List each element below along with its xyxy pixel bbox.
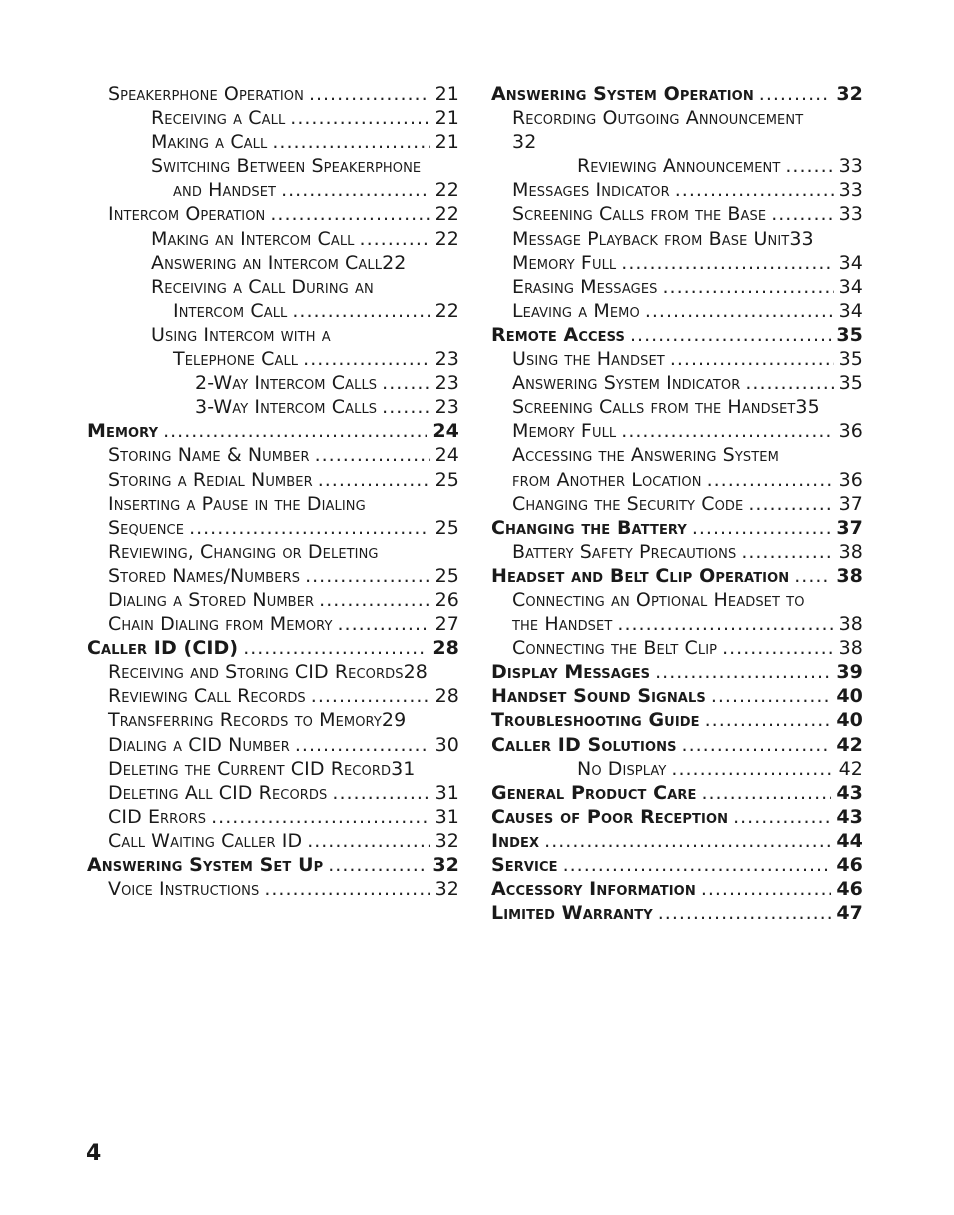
- dot-leader: [655, 660, 831, 684]
- toc-entry: [491, 612, 863, 636]
- toc-entry: [491, 853, 863, 877]
- toc-entry-title: Receiving a Call During an: [151, 275, 374, 298]
- toc-entry: [87, 636, 459, 660]
- toc-entry-page: 28: [432, 637, 459, 660]
- toc-entry-title: Messages Indicator: [512, 179, 670, 202]
- toc-entry: [87, 708, 459, 732]
- toc-entry: [87, 492, 459, 516]
- toc-entry-page: 25: [434, 516, 459, 539]
- toc-entry-title: Making an Intercom Call: [151, 227, 355, 250]
- dot-leader: [544, 829, 831, 853]
- dot-leader: [311, 684, 430, 708]
- toc-entry: [87, 733, 459, 757]
- dot-leader: [563, 853, 832, 877]
- dot-leader: [794, 564, 831, 588]
- toc-entry: [87, 516, 459, 540]
- toc-entry-title: Answering System Indicator: [512, 372, 741, 395]
- toc-entry-page: 33: [838, 203, 863, 226]
- toc-entry-page: 43: [836, 781, 863, 804]
- toc-entry-title: Storing a Redial Number: [108, 468, 313, 491]
- toc-entry-title: Erasing Messages: [512, 275, 658, 298]
- toc-entry-title: the Handset: [512, 613, 613, 636]
- dot-leader: [360, 227, 430, 251]
- dot-leader: [701, 877, 832, 901]
- dot-leader: [621, 419, 833, 443]
- toc-entry-page: 34: [838, 299, 863, 322]
- dot-leader: [382, 371, 429, 395]
- toc-entry-title: Making a Call: [151, 131, 268, 154]
- toc-entry: [87, 202, 459, 226]
- toc-entry-page: 34: [838, 251, 863, 274]
- toc-entry-title: Intercom Call: [173, 299, 288, 322]
- toc-entry: [491, 275, 863, 299]
- toc-entry: [87, 299, 459, 323]
- toc-entry-title: 3-Way Intercom Calls: [195, 396, 378, 419]
- toc-entry-title: Caller ID (CID): [87, 637, 239, 660]
- toc-entry: [87, 323, 459, 347]
- toc-entry: [491, 829, 863, 853]
- toc-entry-page: 31: [391, 757, 416, 780]
- toc-entry-title: Remote Access: [491, 323, 625, 346]
- toc-entry: [87, 178, 459, 202]
- toc-entry: [87, 805, 459, 829]
- toc-entry: [87, 251, 459, 275]
- toc-entry-title: Leaving a Memo: [512, 299, 640, 322]
- toc-entry-title: Screening Calls from the Base: [512, 203, 767, 226]
- dot-leader: [189, 516, 430, 540]
- toc-entry: [491, 395, 863, 419]
- toc-entry-page: 25: [434, 564, 459, 587]
- toc-entry-title: Voice Instructions: [108, 878, 260, 901]
- toc-entry-page: 38: [838, 540, 863, 563]
- toc-entry-title: Accessing the Answering System: [512, 444, 779, 467]
- dot-leader: [675, 178, 834, 202]
- toc-entry-page: 24: [432, 420, 459, 443]
- toc-entry: [87, 829, 459, 853]
- toc-entry: [87, 275, 459, 299]
- toc-entry-page: 23: [434, 372, 459, 395]
- toc-entry: [87, 684, 459, 708]
- dot-leader: [307, 829, 429, 853]
- toc-entry-title: CID Errors: [108, 805, 207, 828]
- toc-entry: [87, 347, 459, 371]
- toc-entry-title: Sequence: [108, 516, 185, 539]
- toc-entry-page: 25: [434, 468, 459, 491]
- dot-leader: [318, 468, 430, 492]
- toc-entry: [87, 468, 459, 492]
- dot-leader: [272, 130, 429, 154]
- toc-entry: [87, 564, 459, 588]
- toc-entry-page: 40: [836, 709, 863, 732]
- toc-entry-page: 34: [838, 275, 863, 298]
- toc-entry: [87, 877, 459, 901]
- toc-entry-title: Memory: [87, 420, 159, 443]
- toc-entry-title: Display Messages: [491, 661, 651, 684]
- toc-entry: [87, 419, 459, 443]
- dot-leader: [332, 781, 429, 805]
- toc-entry-page: 46: [836, 854, 863, 876]
- toc-entry-page: 43: [836, 805, 863, 828]
- toc-entry-page: 21: [434, 107, 459, 130]
- dot-leader: [711, 684, 832, 708]
- toc-entry-title: Inserting a Pause in the Dialing: [108, 492, 366, 515]
- toc-entry: [87, 757, 459, 781]
- toc-entry-page: 35: [795, 396, 820, 419]
- dot-leader: [243, 636, 427, 660]
- toc-entry: [491, 154, 863, 178]
- toc-entry-page: 21: [434, 131, 459, 154]
- toc-entry: [87, 130, 459, 154]
- toc-entry-title: Limited Warranty: [491, 902, 653, 925]
- toc-entry-page: 38: [836, 564, 863, 587]
- toc-entry: [87, 227, 459, 251]
- toc-entry-title: Answering System Set Up: [87, 854, 324, 876]
- toc-entry: [491, 588, 863, 612]
- dot-leader: [315, 443, 430, 467]
- toc-entry-page: 33: [789, 227, 814, 250]
- toc-entry-page: 42: [838, 757, 863, 780]
- toc-entry: [491, 468, 863, 492]
- toc-entry-page: 32: [434, 829, 459, 852]
- toc-column-right: [491, 82, 863, 925]
- toc-entry: [87, 82, 459, 106]
- dot-leader: [328, 853, 427, 877]
- toc-entry-title: Deleting the Current CID Record: [108, 757, 392, 780]
- toc-entry-title: Headset and Belt Clip Operation: [491, 564, 790, 587]
- dot-leader: [309, 82, 430, 106]
- toc-entry-page: 46: [836, 878, 863, 901]
- toc-entry: [87, 154, 459, 178]
- toc-entry-title: Causes of Poor Reception: [491, 805, 729, 828]
- dot-leader: [741, 540, 833, 564]
- toc-entry-title: Telephone Call: [173, 348, 299, 371]
- toc-entry-title: Battery Safety Precautions: [512, 540, 737, 563]
- dot-leader: [701, 781, 831, 805]
- toc-entry-page: 28: [434, 685, 459, 708]
- toc-entry-page: 38: [838, 613, 863, 636]
- toc-entry-title: Answering System Operation: [491, 83, 754, 105]
- toc-entry-page: 35: [838, 348, 863, 371]
- dot-leader: [682, 733, 832, 757]
- toc-entry-page: 32: [836, 83, 863, 105]
- toc-entry-page: 42: [836, 733, 863, 756]
- toc-entry: [491, 347, 863, 371]
- toc-entry-page: 31: [434, 781, 459, 804]
- dot-leader: [382, 395, 429, 419]
- dot-leader: [630, 323, 831, 347]
- dot-leader: [319, 588, 429, 612]
- toc-entry-page: 21: [434, 83, 459, 105]
- toc-entry-page: 44: [836, 829, 863, 852]
- toc-entry-title: Chain Dialing from Memory: [108, 613, 333, 636]
- toc-entry: [491, 684, 863, 708]
- dot-leader: [621, 251, 833, 275]
- toc-entry-title: Receiving and Storing CID Records: [108, 661, 404, 684]
- dot-leader: [722, 636, 834, 660]
- toc-entry-title: Connecting an Optional Headset to: [512, 588, 805, 611]
- toc-entry-title: Reviewing, Changing or Deleting: [108, 540, 379, 563]
- toc-entry-title: Intercom Operation: [108, 203, 266, 226]
- toc-entry: [87, 540, 459, 564]
- dot-leader: [733, 805, 831, 829]
- toc-entry-page: 33: [838, 179, 863, 202]
- toc-entry: [491, 227, 863, 251]
- toc-entry-page: 23: [434, 396, 459, 419]
- toc-column-left: [87, 82, 459, 901]
- toc-entry-page: 22: [434, 203, 459, 226]
- toc-entry: [491, 299, 863, 323]
- toc-entry-title: Screening Calls from the Handset: [512, 396, 796, 419]
- dot-leader: [785, 154, 833, 178]
- toc-entry-page: 28: [403, 661, 428, 684]
- toc-entry: [491, 443, 863, 467]
- toc-entry-title: Memory Full: [512, 251, 617, 274]
- dot-leader: [670, 347, 834, 371]
- toc-entry-page: 32: [432, 854, 459, 876]
- toc-entry-title: Memory Full: [512, 420, 617, 443]
- toc-entry-title: Index: [491, 829, 540, 852]
- toc-entry-page: 31: [434, 805, 459, 828]
- toc-entry-title: 32: [512, 131, 537, 154]
- toc-entry: [491, 708, 863, 732]
- toc-entry: [491, 805, 863, 829]
- toc-entry-title: Reviewing Announcement: [577, 155, 781, 178]
- toc-entry: [491, 371, 863, 395]
- toc-entry: [87, 371, 459, 395]
- toc-entry: [491, 901, 863, 925]
- toc-entry-title: Receiving a Call: [151, 107, 286, 130]
- dot-leader: [270, 202, 429, 226]
- toc-entry-title: Deleting All CID Records: [108, 781, 328, 804]
- toc-entry-page: 38: [838, 637, 863, 660]
- toc-entry-title: Storing Name & Number: [108, 444, 310, 467]
- toc-entry: [491, 492, 863, 516]
- dot-leader: [745, 371, 833, 395]
- toc-entry-page: 29: [381, 709, 407, 732]
- toc-entry-title: Changing the Security Code: [512, 492, 744, 515]
- dot-leader: [281, 178, 430, 202]
- dot-leader: [707, 468, 834, 492]
- toc-entry: [491, 516, 863, 540]
- toc-entry-page: 37: [838, 492, 863, 515]
- toc-entry-page: 26: [434, 588, 459, 611]
- toc-entry: [491, 660, 863, 684]
- dot-leader: [305, 564, 430, 588]
- toc-entry-title: 2-Way Intercom Calls: [195, 372, 378, 395]
- toc-entry-page: 27: [434, 613, 459, 636]
- toc-entry: [491, 540, 863, 564]
- toc-entry-title: Troubleshooting Guide: [491, 709, 700, 732]
- toc-entry: [491, 877, 863, 901]
- toc-entry-page: 22: [434, 179, 459, 202]
- toc-entry: [491, 178, 863, 202]
- dot-leader: [338, 612, 430, 636]
- toc-entry-page: 33: [838, 155, 863, 178]
- toc-entry: [491, 130, 863, 154]
- toc-entry: [87, 660, 459, 684]
- toc-entry: [491, 636, 863, 660]
- toc-entry-title: Dialing a Stored Number: [108, 588, 315, 611]
- dot-leader: [662, 275, 833, 299]
- toc-entry-title: Recording Outgoing Announcement: [512, 107, 804, 130]
- toc-entry: [87, 853, 459, 877]
- toc-entry-page: 40: [836, 685, 863, 708]
- dot-leader: [290, 106, 429, 130]
- toc-entry-page: 22: [382, 251, 407, 274]
- toc-entry: [491, 757, 863, 781]
- toc-entry: [491, 251, 863, 275]
- toc-entry: [491, 82, 863, 106]
- toc-entry: [491, 781, 863, 805]
- dot-leader: [645, 299, 834, 323]
- dot-leader: [771, 202, 833, 226]
- toc-entry: [491, 323, 863, 347]
- toc-entry-title: General Product Care: [491, 781, 697, 804]
- page-number: 4: [86, 1141, 102, 1166]
- toc-entry-page: 37: [836, 516, 863, 539]
- toc-entry-title: Handset Sound Signals: [491, 685, 706, 708]
- toc-entry-title: Answering an Intercom Call: [151, 251, 383, 274]
- dot-leader: [759, 82, 832, 106]
- toc-entry-title: No Display: [577, 757, 667, 780]
- dot-leader: [692, 516, 832, 540]
- toc-entry-page: 39: [836, 661, 863, 684]
- toc-entry: [87, 612, 459, 636]
- toc-entry-page: 36: [838, 468, 863, 491]
- dot-leader: [163, 419, 427, 443]
- dot-leader: [658, 901, 832, 925]
- toc-entry: [87, 781, 459, 805]
- toc-entry-page: 23: [434, 348, 459, 371]
- toc-entry-title: Caller ID Solutions: [491, 733, 677, 756]
- dot-leader: [705, 708, 832, 732]
- toc-entry-title: and Handset: [173, 179, 277, 202]
- toc-entry-title: Switching Between Speakerphone: [151, 155, 422, 178]
- toc-entry-title: Using Intercom with a: [151, 323, 331, 346]
- toc-entry-page: 32: [434, 878, 459, 901]
- toc-entry-page: 36: [838, 420, 863, 443]
- toc-entry-page: 47: [836, 902, 863, 925]
- toc-entry-page: 30: [434, 733, 459, 756]
- toc-entry-title: from Another Location: [512, 468, 702, 491]
- toc-entry-title: Service: [491, 854, 558, 876]
- toc-entry-title: Dialing a CID Number: [108, 733, 290, 756]
- toc-entry-page: 22: [434, 299, 459, 322]
- toc-entry-page: 35: [838, 372, 863, 395]
- toc-entry-title: Changing the Battery: [491, 516, 687, 539]
- toc-entry: [491, 564, 863, 588]
- toc-entry-title: Accessory Information: [491, 878, 696, 901]
- toc-entry: [87, 395, 459, 419]
- dot-leader: [264, 877, 429, 901]
- toc-entry-title: Connecting the Belt Clip: [512, 637, 718, 660]
- toc-entry-title: Using the Handset: [512, 348, 665, 371]
- toc-entry-title: Transferring Records to Memory: [108, 709, 382, 732]
- toc-entry: [87, 443, 459, 467]
- toc-entry-title: Stored Names/Numbers: [108, 564, 301, 587]
- toc-entry: [491, 419, 863, 443]
- dot-leader: [303, 347, 429, 371]
- dot-leader: [617, 612, 833, 636]
- toc-entry: [87, 588, 459, 612]
- toc-entry-title: Speakerphone Operation: [108, 83, 304, 105]
- dot-leader: [748, 492, 833, 516]
- toc-entry: [491, 106, 863, 130]
- toc-entry: [87, 106, 459, 130]
- toc-entry-page: 22: [434, 227, 459, 250]
- dot-leader: [211, 805, 429, 829]
- toc-entry-title: Message Playback from Base Unit: [512, 227, 790, 250]
- toc-entry: [491, 733, 863, 757]
- toc-entry: [491, 202, 863, 226]
- toc-entry-page: 24: [434, 444, 459, 467]
- dot-leader: [292, 299, 429, 323]
- toc-entry-page: 35: [836, 323, 863, 346]
- toc-entry-title: Call Waiting Caller ID: [108, 829, 303, 852]
- dot-leader: [295, 733, 430, 757]
- dot-leader: [671, 757, 833, 781]
- toc-entry-title: Reviewing Call Records: [108, 685, 306, 708]
